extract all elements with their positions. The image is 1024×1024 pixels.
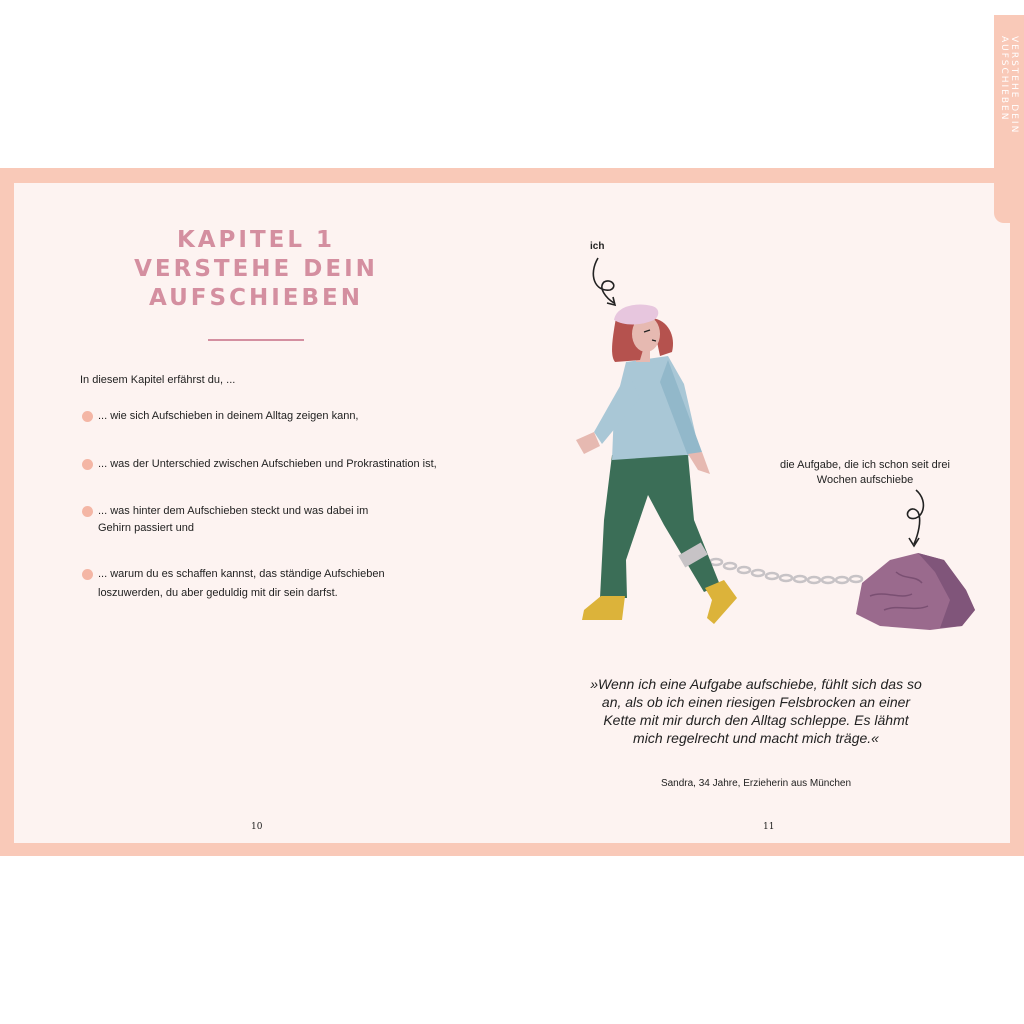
list-item-text: ... wie sich Aufschieben in deinem Alltag zeigen kann, (98, 410, 359, 422)
chapter-tab-label: VERSTEHE DEIN AUFSCHIEBEN (999, 36, 1019, 135)
bullet-dot-icon (82, 569, 93, 580)
chain-icon (710, 559, 862, 583)
pants (600, 455, 720, 598)
bullet-dot-icon (82, 459, 93, 470)
chapter-title-line-1: KAPITEL 1 (176, 227, 336, 253)
testimonial-attribution: Sandra, 34 Jahre, Erzieherin aus München (660, 778, 852, 789)
bullet-dot-icon (82, 411, 93, 422)
chapter-intro: In diesem Kapitel erfährst du, ... (80, 374, 236, 386)
boot-right (705, 580, 737, 624)
chapter-title-line-2: VERSTEHE DEIN (134, 256, 378, 282)
list-item-text: ... warum du es schaffen kannst, das ständige Aufschieben loszuwerden, du aber geduldig mit dir sein darfst. (98, 568, 385, 599)
title-divider (208, 339, 304, 341)
page-number-right: 11 (763, 822, 775, 832)
woman-dragging-rock-illustration (560, 250, 1000, 650)
list-item-text: ... was hinter dem Aufschieben steckt und was dabei im Gehirn passiert und (98, 505, 369, 534)
arrow-down-icon (907, 490, 923, 544)
chapter-title-line-3: AUFSCHIEBEN (149, 285, 363, 311)
page-number-left: 10 (251, 822, 263, 832)
label-me: ich (590, 241, 605, 252)
label-task: die Aufgabe, die ich schon seit drei Wochen aufschiebe (779, 459, 950, 486)
arrow-down-icon (593, 258, 614, 303)
boot-left (582, 596, 625, 620)
list-item-text: ... was der Unterschied zwischen Aufschieben und Prokrastination ist, (98, 458, 437, 470)
testimonial-quote: »Wenn ich eine Aufgabe aufschiebe, fühlt sich das so an, als ob ich einen riesigen Felsbrocken an einer Kette mit mir durch den Alltag schleppe. Es lähmt mich regelrecht und macht mich träge.« (590, 676, 922, 746)
bullet-dot-icon (82, 506, 93, 517)
chapter-title (14, 226, 498, 313)
